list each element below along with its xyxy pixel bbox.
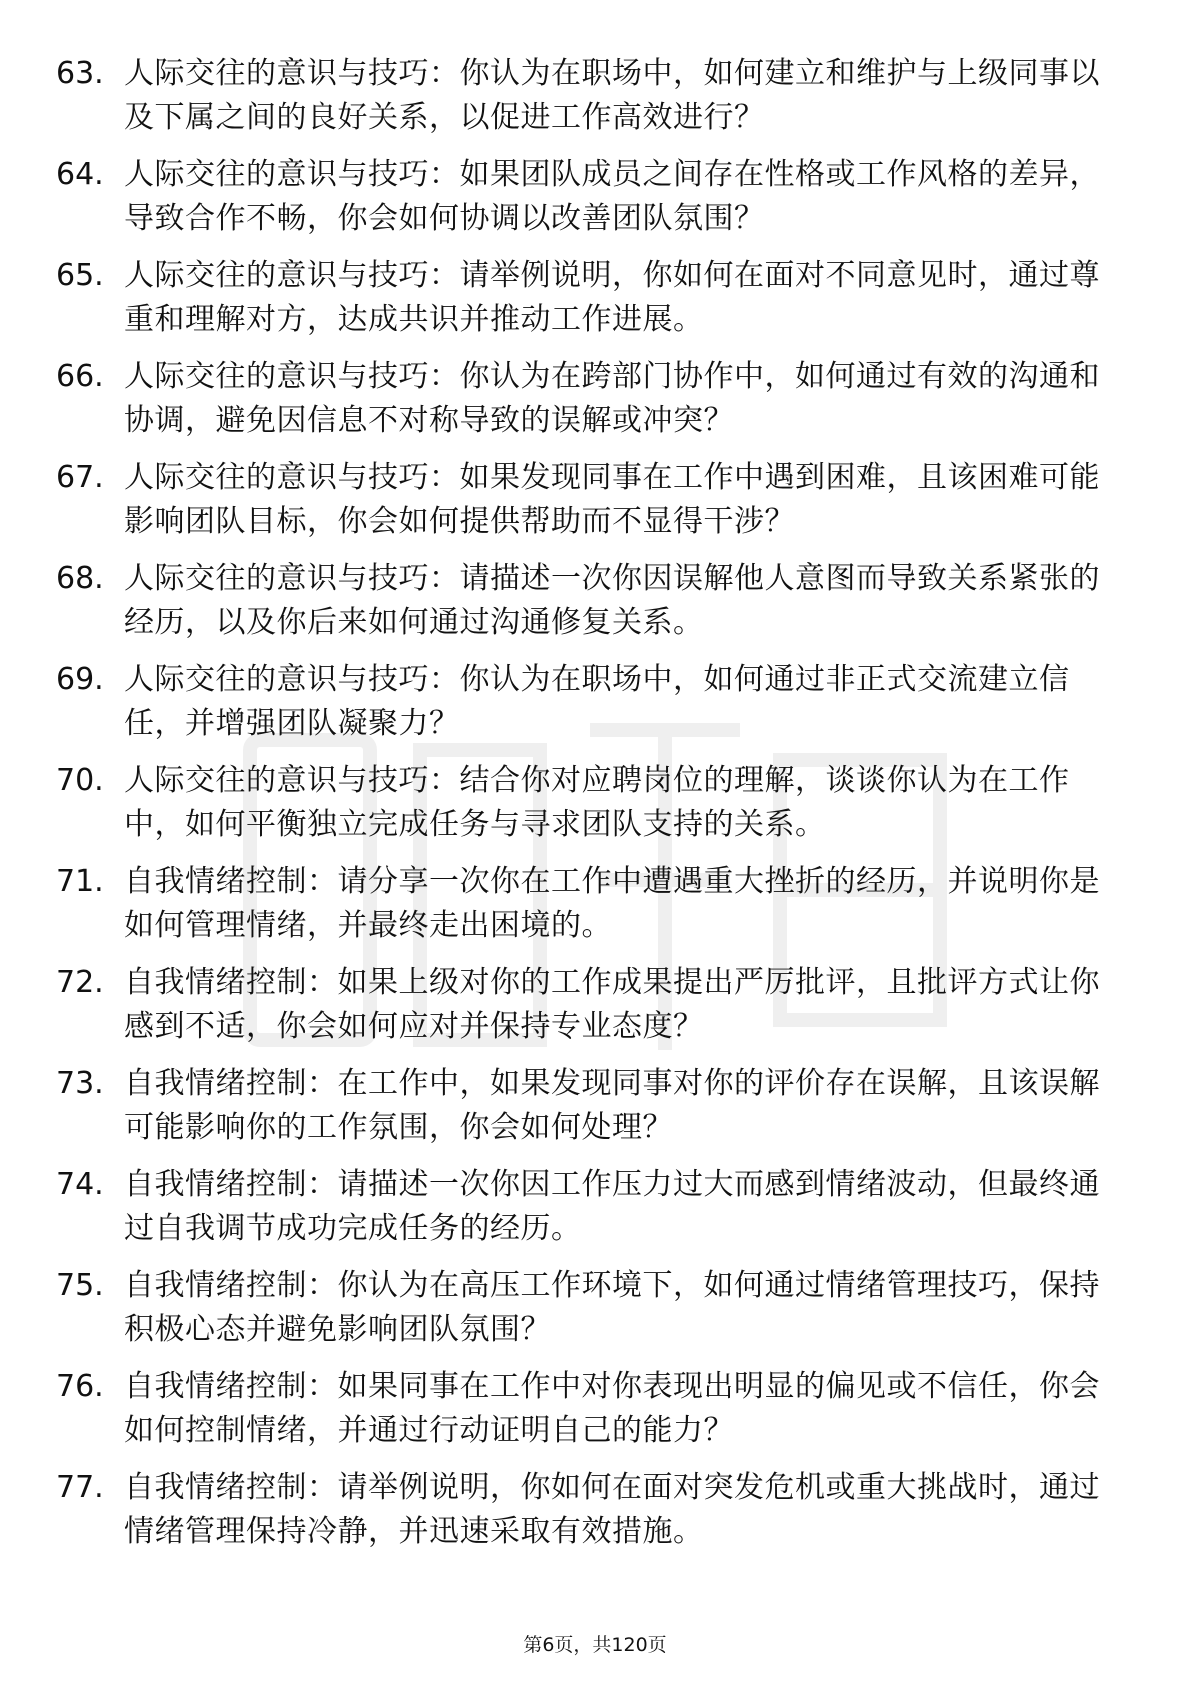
question-item (56, 759, 1106, 860)
question-text: 人际交往的意识与技巧：你认为在职场中，如何建立和维护与上级同事以及下属之间的良好关系，以促进工作高效进行？ (124, 56, 1100, 135)
question-number: 73. (56, 1066, 104, 1101)
question-item (56, 153, 1106, 254)
question-item (56, 860, 1106, 961)
question-item (56, 52, 1106, 153)
question-number: 77. (56, 1470, 104, 1505)
question-text: 人际交往的意识与技巧：你认为在跨部门协作中，如何通过有效的沟通和协调，避免因信息不对称导致的误解或冲突？ (124, 359, 1100, 438)
question-text: 自我情绪控制：如果同事在工作中对你表现出明显的偏见或不信任，你会如何控制情绪，并通过行动证明自己的能力？ (124, 1369, 1100, 1448)
question-item (56, 456, 1106, 557)
question-text: 人际交往的意识与技巧：你认为在职场中，如何通过非正式交流建立信任，并增强团队凝聚力？ (124, 662, 1070, 741)
question-number: 65. (56, 258, 104, 293)
question-number: 68. (56, 561, 104, 596)
question-item (56, 1062, 1106, 1163)
question-number: 74. (56, 1167, 104, 1202)
question-text: 人际交往的意识与技巧：如果发现同事在工作中遇到困难，且该困难可能影响团队目标，你会如何提供帮助而不显得干涉？ (124, 460, 1100, 539)
question-text: 自我情绪控制：你认为在高压工作环境下，如何通过情绪管理技巧，保持积极心态并避免影响团队氛围？ (124, 1268, 1100, 1347)
question-item (56, 1365, 1106, 1466)
page-footer (0, 1632, 1190, 1658)
question-text: 自我情绪控制：如果上级对你的工作成果提出严厉批评，且批评方式让你感到不适，你会如何应对并保持专业态度？ (124, 965, 1100, 1044)
question-list (56, 52, 1106, 1567)
question-text: 自我情绪控制：请分享一次你在工作中遭遇重大挫折的经历，并说明你是如何管理情绪，并最终走出困境的。 (124, 864, 1100, 943)
question-number: 70. (56, 763, 104, 798)
question-number: 75. (56, 1268, 104, 1303)
question-item (56, 557, 1106, 658)
question-number: 72. (56, 965, 104, 1000)
question-item (56, 1163, 1106, 1264)
question-number: 64. (56, 157, 104, 192)
question-number: 69. (56, 662, 104, 697)
page-number-label: 第6页，共120页 (523, 1634, 667, 1656)
question-item (56, 1466, 1106, 1567)
question-text: 自我情绪控制：请举例说明，你如何在面对突发危机或重大挑战时，通过情绪管理保持冷静，并迅速采取有效措施。 (124, 1470, 1100, 1549)
question-number: 63. (56, 56, 104, 91)
question-text: 人际交往的意识与技巧：请举例说明，你如何在面对不同意见时，通过尊重和理解对方，达成共识并推动工作进展。 (124, 258, 1100, 337)
question-text: 人际交往的意识与技巧：结合你对应聘岗位的理解，谈谈你认为在工作中，如何平衡独立完成任务与寻求团队支持的关系。 (124, 763, 1070, 842)
question-number: 67. (56, 460, 104, 495)
question-item (56, 1264, 1106, 1365)
question-item (56, 658, 1106, 759)
question-item (56, 254, 1106, 355)
question-item (56, 961, 1106, 1062)
question-number: 66. (56, 359, 104, 394)
question-text: 人际交往的意识与技巧：请描述一次你因误解他人意图而导致关系紧张的经历，以及你后来如何通过沟通修复关系。 (124, 561, 1100, 640)
question-text: 自我情绪控制：在工作中，如果发现同事对你的评价存在误解，且该误解可能影响你的工作氛围，你会如何处理？ (124, 1066, 1100, 1145)
question-number: 76. (56, 1369, 104, 1404)
question-text: 自我情绪控制：请描述一次你因工作压力过大而感到情绪波动，但最终通过自我调节成功完成任务的经历。 (124, 1167, 1100, 1246)
question-item (56, 355, 1106, 456)
question-text: 人际交往的意识与技巧：如果团队成员之间存在性格或工作风格的差异，导致合作不畅，你会如何协调以改善团队氛围？ (124, 157, 1100, 236)
question-number: 71. (56, 864, 104, 899)
